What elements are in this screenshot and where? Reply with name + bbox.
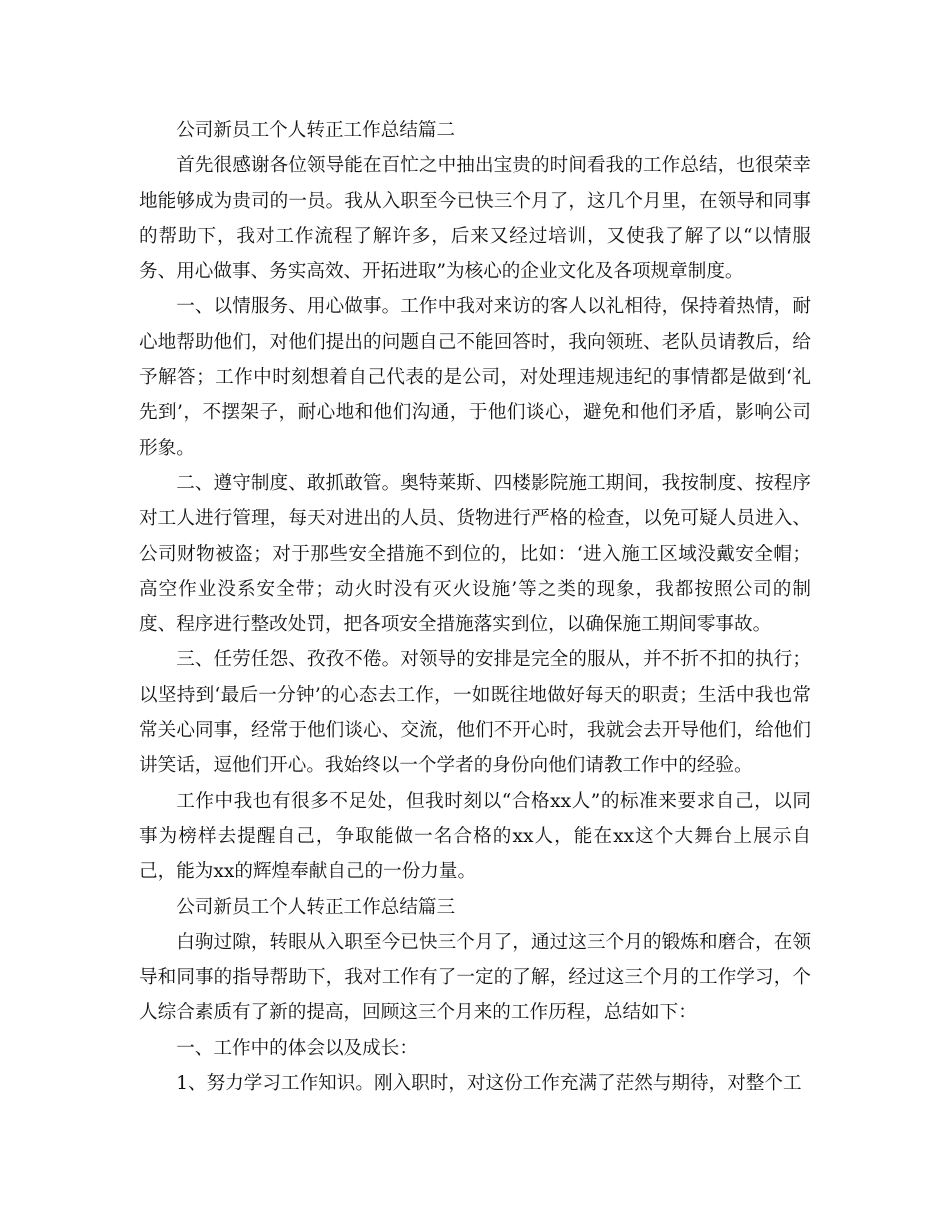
subheading-experience: 一、工作中的体会以及成长： bbox=[176, 1037, 418, 1059]
section-heading-part-three: 公司新员工个人转正工作总结篇三 bbox=[176, 896, 456, 918]
paragraph-intro: 首先很感谢各位领导能在百忙之中抽出宝贵的时间看我的工作总结，也很荣幸地能够成为贵司的一员。我从入职至今已快三个月了，这几个月里，在领导和同事的帮助下，我对工作流程了解许多，后来又经过培训，又使我了解了以“以情服务、用心做事、务实高效、开拓进取”为核心的企业文化及各项规章制度。 bbox=[139, 155, 811, 283]
paragraph-point-two: 二、遵守制度、敢抓敢管。奥特莱斯、四楼影院施工期间，我按制度、按程序对工人进行管理，每天对进出的人员、货物进行严格的检查，以免可疑人员进入、公司财物被盗；对于那些安全措施不到位的，比如：‘进入施工区域没戴安全帽；高空作业没系安全带；动火时没有灭火设施’等之类的现象，我都按照公司的制度、程序进行整改处罚，把各项安全措施落实到位，以确保施工期间零事故。 bbox=[139, 472, 811, 636]
document-body bbox=[139, 113, 811, 1101]
paragraph-review: 白驹过隙，转眼从入职至今已快三个月了，通过这三个月的锻炼和磨合，在领导和同事的指导帮助下，我对工作有了一定的了解，经过这三个月的工作学习，个人综合素质有了新的提高，回顾这三个月来的工作历程，总结如下： bbox=[139, 931, 811, 1024]
paragraph-learning: 1、努力学习工作知识。刚入职时，对这份工作充满了茫然与期待，对整个工 bbox=[176, 1073, 802, 1095]
paragraph-shortcomings: 工作中我也有很多不足处，但我时刻以“合格xx人”的标准来要求自己，以同事为榜样去提醒自己，争取能做一名合格的xx人，能在xx这个大舞台上展示自己，能为xx的辉煌奉献自己的一份力量。 bbox=[139, 790, 811, 883]
section-heading-part-two: 公司新员工个人转正工作总结篇二 bbox=[176, 120, 456, 141]
paragraph-point-one: 一、以情服务、用心做事。工作中我对来访的客人以礼相待，保持着热情，耐心地帮助他们，对他们提出的问题自己不能回答时，我向领班、老队员请教后，给予解答；工作中时刻想着自己代表的是公司，对处理违规违纪的事情都是做到‘礼先到’，不摆架子，耐心地和他们沟通，于他们谈心，避免和他们矛盾，影响公司形象。 bbox=[139, 296, 811, 459]
paragraph-point-three: 三、任劳任怨、孜孜不倦。对领导的安排是完全的服从，并不折不扣的执行；以坚持到‘最后一分钟’的心态去工作，一如既往地做好每天的职责；生活中我也常常关心同事，经常于他们谈心、交流，他们不开心时，我就会去开导他们，给他们讲笑话，逗他们开心。我始终以一个学者的身份向他们请教工作中的经验。 bbox=[139, 649, 811, 777]
